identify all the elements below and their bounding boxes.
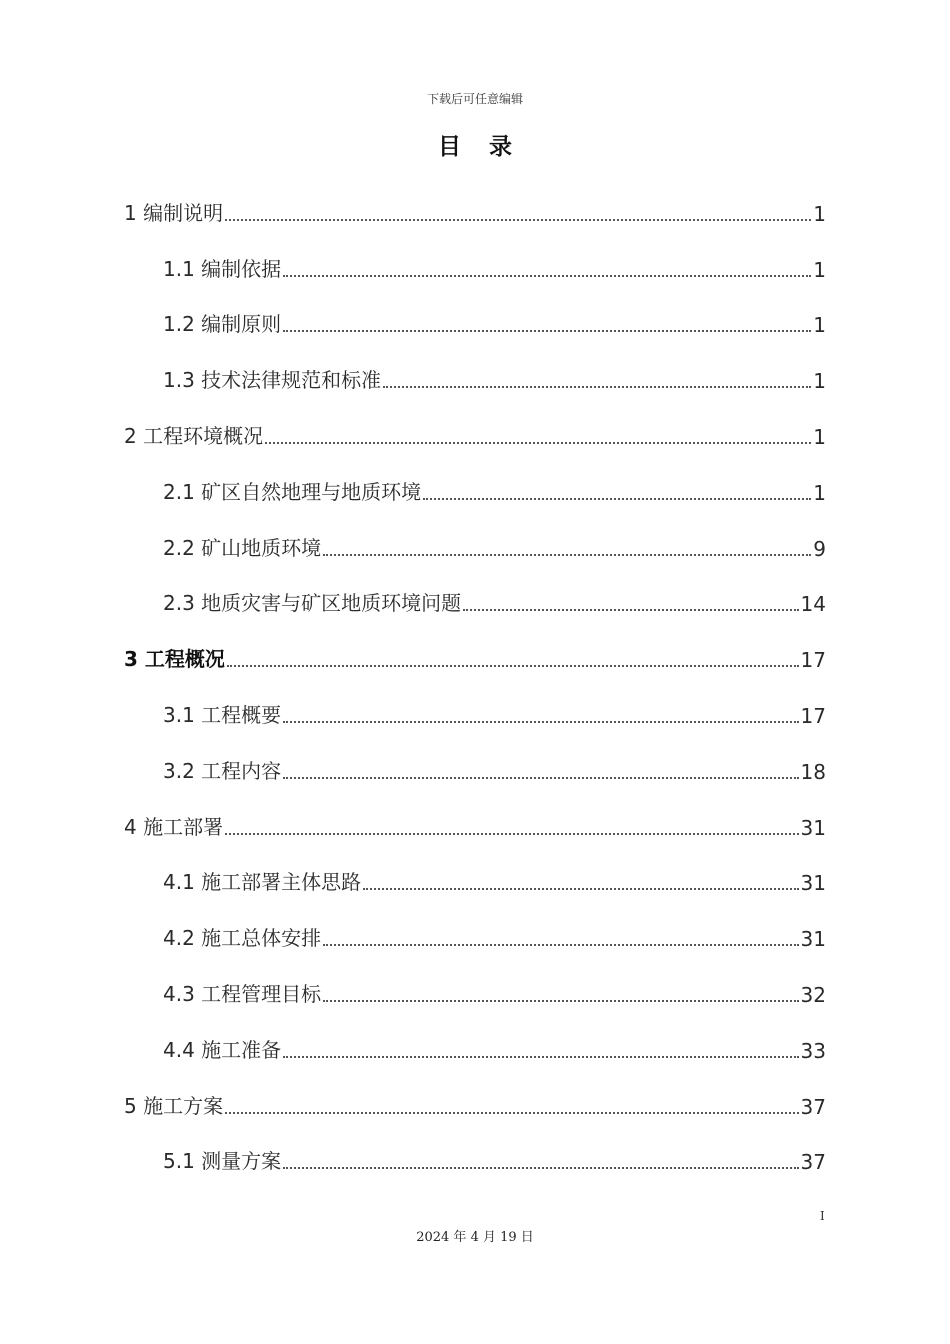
- toc-entry[interactable]: [124, 732, 826, 788]
- toc-entry-page: 1: [813, 369, 826, 394]
- toc-leader-dots: [383, 386, 811, 388]
- page-title: 目录: [438, 134, 540, 160]
- toc-entry-page: 1: [813, 480, 826, 505]
- toc-entry-label: 5.1 测量方案: [163, 1149, 282, 1174]
- toc-entry[interactable]: [124, 955, 826, 1011]
- toc-entry-label: 3.1 工程概要: [163, 702, 282, 727]
- toc-entry-label: 3 工程概况: [124, 647, 225, 672]
- toc-leader-dots: [265, 442, 811, 444]
- toc-leader-dots: [227, 665, 799, 667]
- toc-entry[interactable]: [124, 286, 826, 342]
- table-of-contents: [124, 174, 826, 1178]
- toc-entry-label: 4.3 工程管理目标: [163, 981, 322, 1006]
- toc-entry-page: 31: [800, 927, 826, 952]
- toc-leader-dots: [363, 888, 798, 890]
- toc-entry-page: 1: [813, 257, 826, 282]
- toc-entry[interactable]: [124, 453, 826, 509]
- toc-entry[interactable]: [124, 899, 826, 955]
- toc-entry-label: 1.2 编制原则: [163, 312, 282, 337]
- toc-entry[interactable]: [124, 676, 826, 732]
- toc-entry-page: 32: [800, 982, 826, 1007]
- toc-entry-page: 33: [800, 1038, 826, 1063]
- toc-entry-page: 37: [800, 1094, 826, 1119]
- toc-leader-dots: [323, 1000, 798, 1002]
- toc-entry-page: 17: [800, 648, 826, 673]
- header-note: 下载后可任意编辑: [426, 92, 523, 106]
- toc-leader-dots: [283, 275, 811, 277]
- toc-leader-dots: [225, 219, 811, 221]
- toc-leader-dots: [283, 1167, 798, 1169]
- toc-entry-label: 5 施工方案: [124, 1093, 224, 1118]
- toc-entry[interactable]: [124, 174, 826, 230]
- toc-entry[interactable]: [124, 1011, 826, 1067]
- toc-leader-dots: [323, 554, 811, 556]
- toc-entry-page: 17: [800, 703, 826, 728]
- toc-leader-dots: [323, 944, 798, 946]
- toc-entry[interactable]: [124, 844, 826, 900]
- toc-entry-label: 4.1 施工部署主体思路: [163, 870, 362, 895]
- toc-entry[interactable]: [124, 230, 826, 286]
- footer-date: 2024 年 4 月 19 日: [416, 1230, 534, 1245]
- toc-entry-label: 1 编制说明: [124, 200, 224, 225]
- toc-entry-page: 1: [813, 201, 826, 226]
- toc-entry-page: 14: [800, 592, 826, 617]
- toc-leader-dots: [283, 721, 798, 723]
- toc-entry-label: 1.1 编制依据: [163, 256, 282, 281]
- toc-entry-page: 1: [813, 313, 826, 338]
- toc-leader-dots: [283, 1056, 798, 1058]
- toc-entry[interactable]: [124, 1067, 826, 1123]
- toc-entry-page: 31: [800, 815, 826, 840]
- toc-entry-page: 18: [800, 759, 826, 784]
- toc-entry[interactable]: [124, 788, 826, 844]
- toc-entry-label: 4 施工部署: [124, 814, 224, 839]
- toc-entry-page: 31: [800, 871, 826, 896]
- toc-entry-page: 1: [813, 424, 826, 449]
- toc-leader-dots: [463, 609, 798, 611]
- toc-entry[interactable]: [124, 341, 826, 397]
- toc-entry[interactable]: [124, 565, 826, 621]
- toc-entry-label: 2.2 矿山地质环境: [163, 535, 322, 560]
- toc-leader-dots: [423, 498, 811, 500]
- toc-entry[interactable]: [124, 397, 826, 453]
- toc-entry-label: 3.2 工程内容: [163, 758, 282, 783]
- toc-leader-dots: [225, 1112, 798, 1114]
- toc-entry-page: 37: [800, 1150, 826, 1175]
- toc-entry[interactable]: [124, 620, 826, 676]
- toc-leader-dots: [225, 833, 798, 835]
- toc-leader-dots: [283, 777, 798, 779]
- toc-entry-label: 4.2 施工总体安排: [163, 926, 322, 951]
- toc-entry-label: 2.1 矿区自然地理与地质环境: [163, 479, 422, 504]
- toc-entry-label: 2 工程环境概况: [124, 423, 264, 448]
- toc-entry-label: 2.3 地质灾害与矿区地质环境问题: [163, 591, 462, 616]
- page-number: I: [820, 1209, 825, 1223]
- toc-leader-dots: [283, 330, 811, 332]
- toc-entry-label: 4.4 施工准备: [163, 1037, 282, 1062]
- toc-entry-label: 1.3 技术法律规范和标准: [163, 368, 382, 393]
- toc-entry-page: 9: [813, 536, 826, 561]
- toc-entry[interactable]: [124, 509, 826, 565]
- toc-entry[interactable]: [124, 1123, 826, 1179]
